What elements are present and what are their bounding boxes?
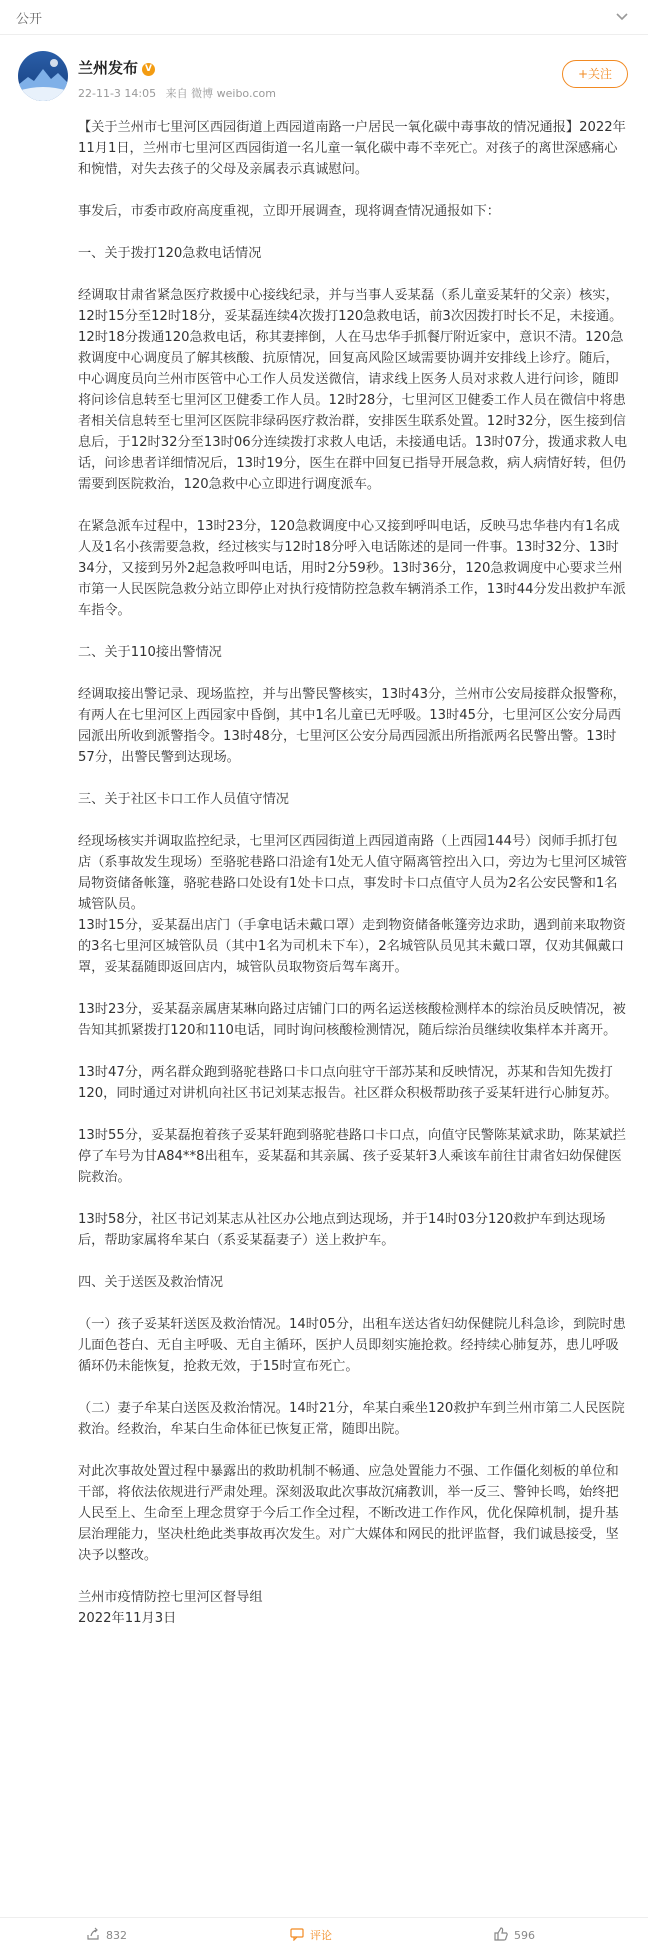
share-icon bbox=[86, 1927, 100, 1941]
post-date[interactable]: 22-11-3 14:05 bbox=[78, 87, 157, 100]
paragraph-gap bbox=[78, 264, 630, 285]
paragraph-gap bbox=[78, 768, 630, 789]
chevron-down-icon[interactable] bbox=[614, 8, 630, 24]
post-paragraph: 四、关于送医及救治情况 bbox=[78, 1275, 224, 1290]
comment-label: 评论 bbox=[310, 1929, 332, 1942]
post-header bbox=[0, 35, 648, 117]
paragraph-gap bbox=[78, 1377, 630, 1398]
like-count: 596 bbox=[514, 1929, 535, 1942]
paragraph-gap bbox=[78, 495, 630, 516]
comment-icon bbox=[290, 1927, 304, 1941]
post-paragraph: 13时47分，两名群众跑到骆驼巷路口卡口点向驻守干部苏某和反映情况，苏某和告知先拨打120，同时通过对讲机向社区书记刘某志报告。社区群众积极帮助孩子妥某轩进行心肺复苏。 bbox=[78, 1065, 618, 1101]
account-name[interactable] bbox=[78, 57, 155, 78]
paragraph-gap bbox=[78, 1188, 630, 1209]
post-meta bbox=[78, 85, 282, 101]
comment-action[interactable] bbox=[290, 1927, 332, 1943]
paragraph-gap bbox=[78, 1566, 630, 1587]
account-name-text[interactable]: 兰州发布 bbox=[78, 59, 139, 77]
post-paragraph: 13时55分，妥某磊抱着孩子妥某轩跑到骆驼巷路口卡口点，向值守民警陈某斌求助，陈某斌拦停了车号为甘A84**8出租车，妥某磊和其亲属、孩子妥某轩3人乘该车前往甘肃省妇幼保健医院救治。 bbox=[78, 1128, 626, 1185]
city-logo-icon bbox=[18, 51, 68, 101]
post-paragraph: 2022年11月3日 bbox=[78, 1611, 177, 1626]
post-paragraph: 事发后，市委市政府高度重视，立即开展调查，现将调查情况通报如下： bbox=[78, 204, 500, 219]
post-paragraph: 三、关于社区卡口工作人员值守情况 bbox=[78, 792, 289, 807]
post-paragraph: 在紧急派车过程中，13时23分，120急救调度中心又接到呼叫电话，反映马忠华巷内有1名成人及1名小孩需要急救，经过核实与12时18分呼入电话陈述的是同一件事。13时32分、13时34分，又接到另外2起急救呼叫电话，用时2分59秒。13时36分，120急救调度中心要求兰州市第一人民医院急救分站立即停止对执行疫情防控急救车辆消杀工作，13时44分发出救护车派车指令。 bbox=[78, 519, 626, 618]
paragraph-gap bbox=[78, 810, 630, 831]
paragraph-gap bbox=[78, 621, 630, 642]
paragraph-gap bbox=[78, 1104, 630, 1125]
post-paragraph: 二、关于110接出警情况 bbox=[78, 645, 222, 660]
post-paragraph: 经调取接出警记录、现场监控，并与出警民警核实，13时43分，兰州市公安局接群众报警称，有两人在七里河区上西园家中昏倒，其中1名儿童已无呼吸。13时45分，七里河区公安分局西园派出所收到派警指令。13时48分，七里河区公安分局西园派出所指派两名民警出警。13时57分，出警民警到达现场。 bbox=[78, 687, 626, 765]
post-paragraph: （一）孩子妥某轩送医及救治情况。14时05分，出租车送达省妇幼保健院儿科急诊，到院时患儿面色苍白、无自主呼吸、无自主循环，医护人员即刻实施抢救。经持续心肺复苏，患儿呼吸循环仍未能恢复，抢救无效，于15时宣布死亡。 bbox=[78, 1317, 626, 1374]
action-bar bbox=[0, 1917, 648, 1950]
post-paragraph: 对此次事故处置过程中暴露出的救助机制不畅通、应急处置能力不强、工作僵化刻板的单位和干部，将依法依规进行严肃处理。深刻汲取此次事故沉痛教训，举一反三、警钟长鸣，始终把人民至上、生命至上理念贯穿于今后工作全过程，不断改进工作作风，优化保障机制，提升基层治理能力，坚决杜绝此类事故再次发生。对广大媒体和网民的批评监督，我们诚恳接受，坚决予以整改。 bbox=[78, 1464, 619, 1563]
post-paragraph: 经现场核实并调取监控纪录，七里河区西园街道上西园道南路（上西园144号）闵师手抓打包店（系事故发生现场）至骆驼巷路口沿途有1处无人值守隔离管控出入口，旁边为七里河区城管局物资储备帐篷，骆驼巷路口处设有1处卡口点，事发时卡口点值守人员为2名公安民警和1名城管队员。 bbox=[78, 834, 628, 912]
paragraph-gap bbox=[78, 180, 630, 201]
verified-badge-icon: V bbox=[142, 63, 155, 76]
post-paragraph: 【关于兰州市七里河区西园街道上西园道南路一户居民一氧化碳中毒事故的情况通报】2022年11月1日，兰州市七里河区西园街道一名儿童一氧化碳中毒不幸死亡。对孩子的离世深感痛心和惋惜，对失去孩子的父母及亲属表示真诚慰问。 bbox=[78, 120, 626, 177]
avatar[interactable] bbox=[18, 51, 68, 101]
paragraph-gap bbox=[78, 1041, 630, 1062]
visibility-label: 公开 bbox=[16, 12, 43, 27]
post-source: 来自 微博 weibo.com bbox=[165, 87, 276, 100]
post-paragraph: 13时15分，妥某磊出店门（手拿电话未戴口罩）走到物资储备帐篷旁边求助，遇到前来取物资的3名七里河区城管队员（其中1名为司机未下车），2名城管队员见其未戴口罩，仅劝其佩戴口罩，妥某磊随即返回店内，城管队员取物资后驾车离开。 bbox=[78, 918, 626, 975]
post-paragraph: 兰州市疫情防控七里河区督导组 bbox=[78, 1590, 263, 1605]
post-paragraph: 经调取甘肃省紧急医疗救援中心接线纪录，并与当事人妥某磊（系儿童妥某轩的父亲）核实，12时15分至12时18分，妥某磊连续4次拨打120急救电话，前3次因拨打时长不足，未接通。12时18分拨通120急救电话，称其妻摔倒，人在马忠华手抓餐厅附近家中，意识不清。120急救调度中心调度员了解其核酸、抗原情况，回复高风险区域需要协调并安排线上诊疗。随后，中心调度员向兰州市医管中心工作人员发送微信，请求线上医务人员对求救人进行问诊，随即将问诊信息转至七里河区卫健委工作人员。12时28分，七里河区卫健委工作人员在微信中将患者相关信息转至七里河区医院非绿码医疗救治群，安排医生联系处置。12时32分，医生接到信息后，于12时32分至13时06分连续拨打求救人电话，未接通电话。13时07分，拨通求救人电话，问诊患者详细情况后，13时19分，医生在群中回复已指导开展急救，病人病情好转，但仍需要到医院救治，120急救中心立即进行调度派车。 bbox=[78, 288, 628, 492]
post-paragraph: 一、关于拨打120急救电话情况 bbox=[78, 246, 262, 261]
post-body bbox=[0, 117, 648, 1629]
paragraph-gap bbox=[78, 978, 630, 999]
paragraph-gap bbox=[78, 663, 630, 684]
top-bar bbox=[0, 0, 648, 35]
like-icon bbox=[494, 1927, 508, 1941]
paragraph-gap bbox=[78, 1440, 630, 1461]
like-action[interactable] bbox=[494, 1927, 535, 1943]
post-paragraph: 13时58分，社区书记刘某志从社区办公地点到达现场，并于14时03分120救护车到达现场后，帮助家属将牟某白（系妥某磊妻子）送上救护车。 bbox=[78, 1212, 606, 1248]
paragraph-gap bbox=[78, 222, 630, 243]
paragraph-gap bbox=[78, 1293, 630, 1314]
post-paragraph: （二）妻子牟某白送医及救治情况。14时21分，牟某白乘坐120救护车到兰州市第二人民医院救治。经救治，牟某白生命体征已恢复正常，随即出院。 bbox=[78, 1401, 625, 1437]
share-count: 832 bbox=[106, 1929, 127, 1942]
share-action[interactable] bbox=[86, 1927, 127, 1943]
paragraph-gap bbox=[78, 1251, 630, 1272]
post-paragraph: 13时23分，妥某磊亲属唐某琳向路过店铺门口的两名运送核酸检测样本的综治员反映情况，被告知其抓紧拨打120和110电话，同时询问核酸检测情况，随后综治员继续收集样本并离开。 bbox=[78, 1002, 626, 1038]
follow-button[interactable]: +关注 bbox=[562, 60, 628, 88]
